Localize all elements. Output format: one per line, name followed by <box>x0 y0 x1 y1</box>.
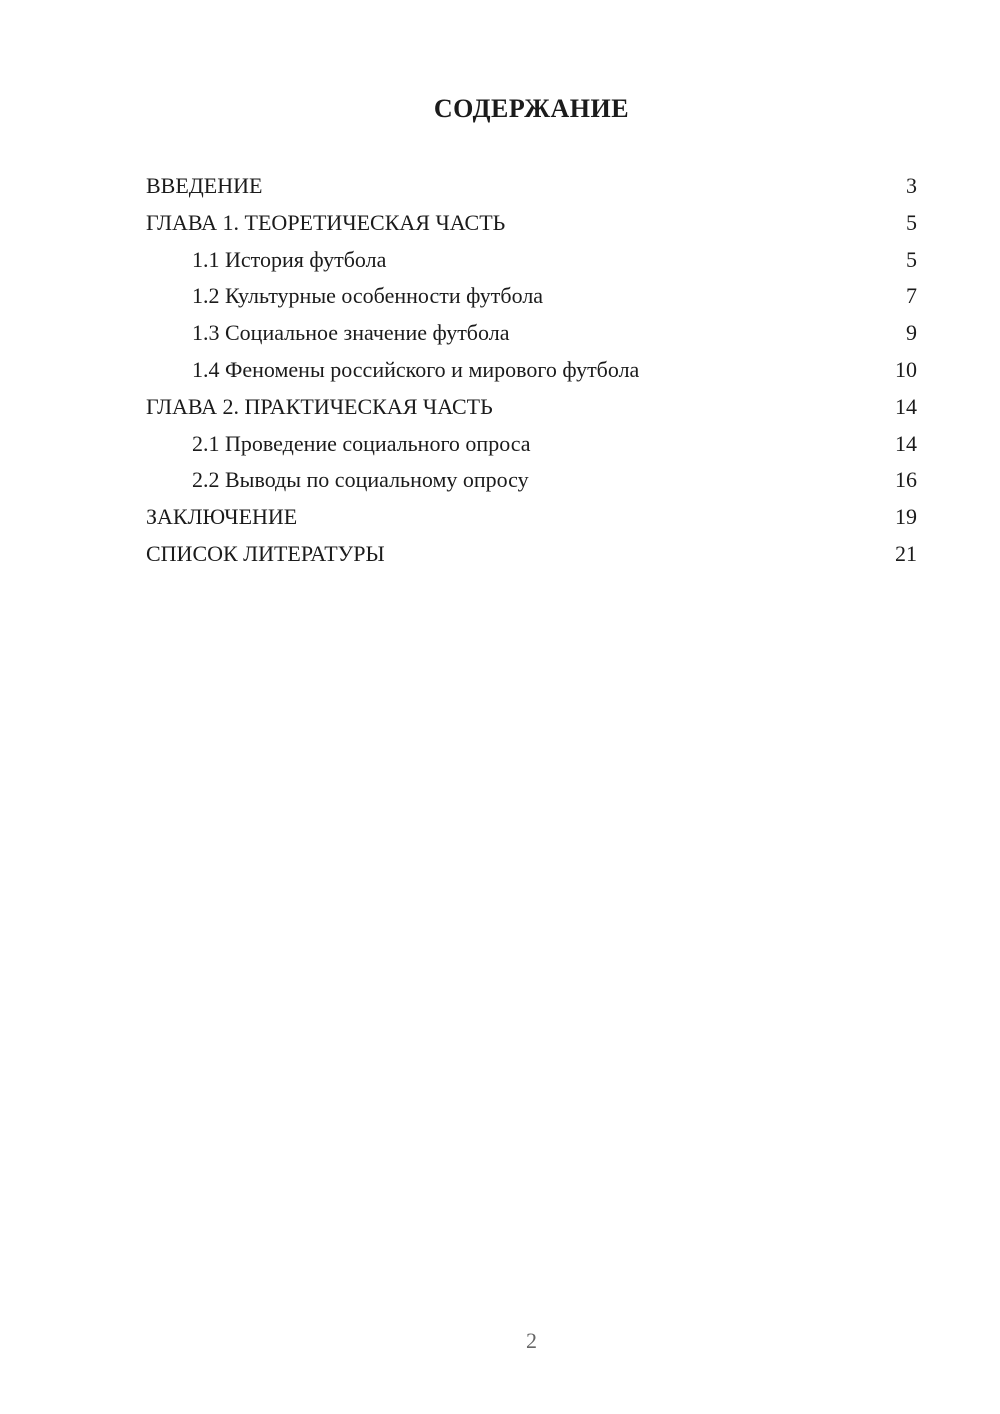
toc-entry-page: 14 <box>895 393 917 419</box>
toc-entry-label: ЗАКЛЮЧЕНИЕ <box>146 504 298 530</box>
toc-entry-page: 16 <box>895 467 917 493</box>
toc-entry-label: ГЛАВА 2. ПРАКТИЧЕСКАЯ ЧАСТЬ <box>146 393 493 419</box>
toc-list <box>146 168 917 573</box>
toc-entry-label: ГЛАВА 1. ТЕОРЕТИЧЕСКАЯ ЧАСТЬ <box>146 209 506 235</box>
toc-entry-page: 21 <box>895 540 917 566</box>
toc-entry-page: 7 <box>906 283 917 309</box>
toc-entry-page: 14 <box>895 430 917 456</box>
toc-entry-label: ВВЕДЕНИЕ <box>146 173 263 198</box>
toc-row <box>146 389 917 426</box>
toc-entry-label: 1.4 Феномены российского и мирового футбола <box>192 356 640 382</box>
toc-row <box>146 315 917 352</box>
page-number: 2 <box>526 1328 537 1353</box>
toc-row <box>146 242 917 279</box>
toc-entry-label: 1.1 История футбола <box>192 246 387 272</box>
toc-entry-page: 5 <box>906 209 917 235</box>
toc-entry-page: 19 <box>895 504 917 530</box>
toc-entry-label: СПИСОК ЛИТЕРАТУРЫ <box>146 540 385 566</box>
toc-row <box>146 352 917 389</box>
toc-row <box>146 426 917 463</box>
toc-row <box>146 278 917 315</box>
toc-entry-label: 1.3 Социальное значение футбола <box>192 320 510 346</box>
toc-entry-label: 2.2 Выводы по социальному опросу <box>192 467 529 493</box>
toc-entry-page: 9 <box>906 320 917 346</box>
toc-row <box>146 168 917 205</box>
toc-row <box>146 205 917 242</box>
toc-entry-label: 1.2 Культурные особенности футбола <box>192 283 544 309</box>
toc-row <box>146 462 917 499</box>
toc-title: СОДЕРЖАНИЕ <box>433 94 630 123</box>
toc-entry-page: 5 <box>906 246 917 272</box>
toc-row <box>146 499 917 536</box>
toc-row <box>146 536 917 573</box>
toc-entry-page: 3 <box>906 173 917 198</box>
toc-entry-page: 10 <box>895 356 917 382</box>
toc-entry-label: 2.1 Проведение социального опроса <box>192 430 531 456</box>
